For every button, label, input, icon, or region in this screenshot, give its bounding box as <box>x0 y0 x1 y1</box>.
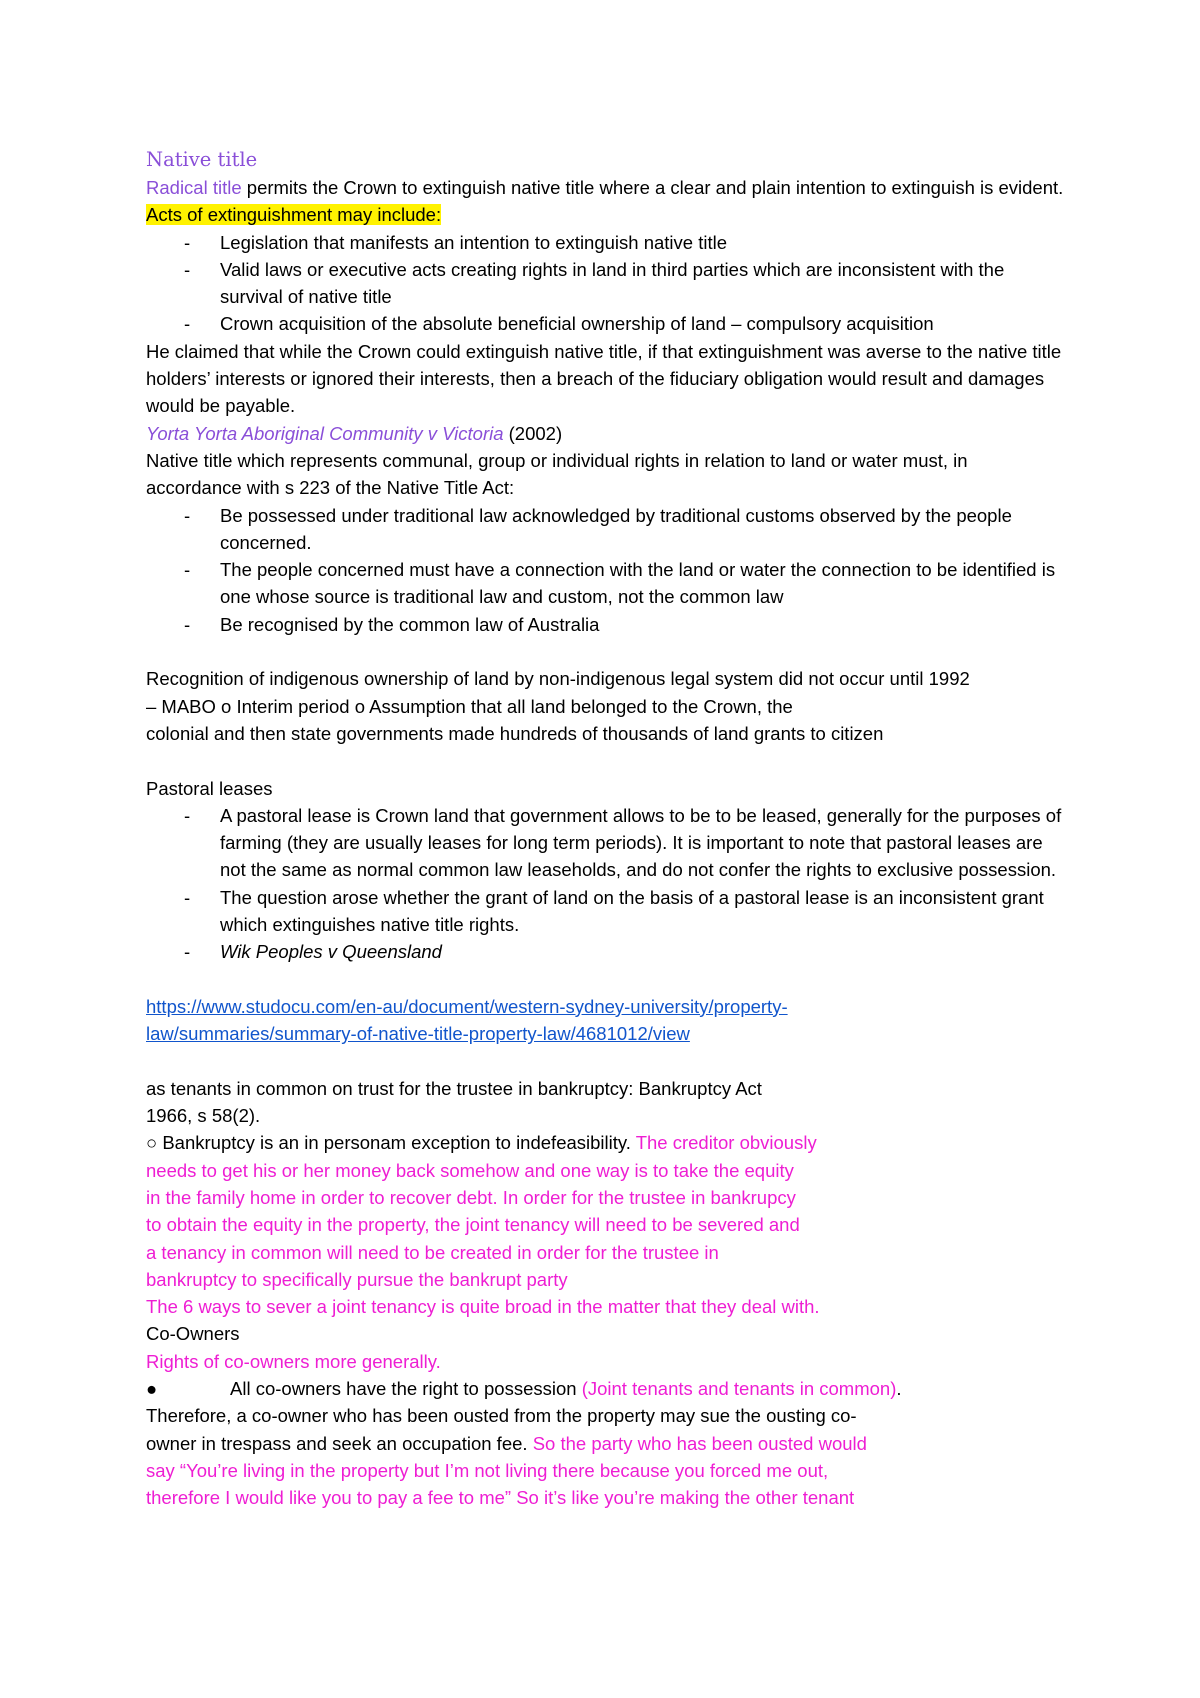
paragraph-ousted-line-1: Therefore, a co-owner who has been ousted from the property may sue the ousting co- <box>146 1405 857 1427</box>
heading-native-title: Native title <box>146 148 258 171</box>
dash-marker: - <box>184 504 191 526</box>
list-item <box>146 802 1066 884</box>
paragraph-recognition-line-1: Recognition of indigenous ownership of land by non-indigenous legal system did not occur until 1992 <box>146 668 970 690</box>
annotation-line: in the family home in order to recover debt. In order for the trustee in bankrupcy <box>146 1186 796 1208</box>
dash-marker: - <box>184 886 191 908</box>
document-body <box>146 146 1066 1512</box>
bullet-item-possession <box>146 1375 1066 1402</box>
dash-marker: - <box>184 231 191 253</box>
annotation-line: therefore I would like you to pay a fee to me” So it’s like you’re making the other tenant <box>146 1487 855 1509</box>
annotation-line: say “You’re living in the property but I’m not living there because you forced me out, <box>146 1459 829 1481</box>
dash-marker: - <box>184 313 191 335</box>
list-item-text: All co-owners have the right to possession <box>230 1378 582 1400</box>
dash-marker: - <box>184 258 191 280</box>
list-item <box>146 310 1066 337</box>
annotation-text: (Joint tenants and tenants in common) <box>581 1378 897 1400</box>
blank-line <box>146 638 1066 665</box>
heading-pastoral-leases: Pastoral leases <box>146 777 273 799</box>
case-year: (2002) <box>503 422 563 444</box>
filled-circle-marker: ● <box>146 1378 158 1400</box>
list-item <box>146 938 1066 965</box>
annotation-line: to obtain the equity in the property, the joint tenancy will need to be severed and <box>146 1214 800 1236</box>
circle-marker: ○ <box>146 1132 158 1154</box>
annotation-line: The 6 ways to sever a joint tenancy is quite broad in the matter that they deal with. <box>146 1296 820 1318</box>
dash-marker: - <box>184 804 191 826</box>
list-item-text: Legislation that manifests an intention to extinguish native title <box>220 231 728 253</box>
list-item <box>146 256 1066 311</box>
case-citation-yorta-yorta <box>146 420 1066 447</box>
paragraph-radical-title <box>146 174 1066 229</box>
annotation-line: bankruptcy to specifically pursue the bankrupt party <box>146 1268 568 1290</box>
paragraph-native-title-act: Native title which represents communal, group or individual rights in relation to land or water must, in accordance with s 223 of the Native Title Act: <box>146 449 968 499</box>
list-item-text: The question arose whether the grant of land on the basis of a pastoral lease is an inconsistent grant which extinguishes native title rights. <box>220 886 1044 936</box>
highlighted-text: Acts of extinguishment may include: <box>146 204 442 226</box>
list-item <box>146 229 1066 256</box>
paragraph-fiduciary: He claimed that while the Crown could extinguish native title, if that extinguishment was averse to the native title holders’ interests or ignored their interests, then a breach of the fiduciary obligation would result and damages would be payable. <box>146 340 1062 417</box>
list-item <box>146 556 1066 611</box>
paragraph-in-personam <box>146 1129 1066 1156</box>
dash-marker: - <box>184 941 191 963</box>
paragraph-recognition-line-2: – MABO o Interim period o Assumption that all land belonged to the Crown, the <box>146 695 793 717</box>
list-item-end: . <box>896 1378 902 1400</box>
blank-line <box>146 966 1066 993</box>
blank-line <box>146 747 1066 774</box>
list-item-text: Valid laws or executive acts creating rights in land in third parties which are inconsistent with the survival of native title <box>220 258 1005 308</box>
studocu-link[interactable]: https://www.studocu.com/en-au/document/western-sydney-university/property- <box>146 995 788 1017</box>
list-item <box>146 611 1066 638</box>
dash-marker: - <box>184 559 191 581</box>
paragraph-ousted-line-2 <box>146 1430 1066 1457</box>
term-radical-title: Radical title <box>146 177 242 198</box>
list-item <box>146 502 1066 557</box>
paragraph-text: owner in trespass and seek an occupation fee. <box>146 1432 533 1454</box>
paragraph-text: Bankruptcy is an in personam exception to indefeasibility. <box>157 1132 636 1154</box>
annotation-line: a tenancy in common will need to be created in order for the trustee in <box>146 1241 719 1263</box>
list-item-text: The people concerned must have a connection with the land or water the connection to be identified is one whose source is traditional law and custom, not the common law <box>220 559 1056 608</box>
list-item <box>146 884 1066 939</box>
subheading-rights-of-co-owners: Rights of co-owners more generally. <box>146 1350 441 1372</box>
list-item-text: Be possessed under traditional law acknowledged by traditional customs observed by the people concerned. <box>220 504 1012 553</box>
blank-line <box>146 1048 1066 1075</box>
dash-marker: - <box>184 613 191 635</box>
paragraph-bankruptcy-act-line-2: 1966, s 58(2). <box>146 1105 261 1127</box>
annotation-text: So the party who has been ousted would <box>532 1432 867 1454</box>
studocu-link-continued[interactable]: law/summaries/summary-of-native-title-property-law/4681012/view <box>146 1023 690 1045</box>
case-name: Yorta Yorta Aboriginal Community v Victoria <box>146 422 504 444</box>
hyperlink-line-1[interactable] <box>146 993 1066 1020</box>
heading-co-owners: Co-Owners <box>146 1323 240 1345</box>
paragraph-bankruptcy-act-line-1: as tenants in common on trust for the trustee in bankruptcy: Bankruptcy Act <box>146 1077 762 1099</box>
annotation-line: needs to get his or her money back somehow and one way is to take the equity <box>146 1159 794 1181</box>
case-name-wik: Wik Peoples v Queensland <box>220 941 442 963</box>
hyperlink-line-2[interactable] <box>146 1020 1066 1047</box>
list-item-text: Crown acquisition of the absolute beneficial ownership of land – compulsory acquisition <box>220 313 934 335</box>
list-item-text: Be recognised by the common law of Australia <box>220 613 600 635</box>
paragraph-text: permits the Crown to extinguish native title where a clear and plain intention to extinguish is evident. <box>241 177 1064 198</box>
annotation-text: The creditor obviously <box>635 1132 817 1154</box>
list-item-text: A pastoral lease is Crown land that government allows to be to be leased, generally for the purposes of farming (they are usually leases for long term periods). It is important to note that pastoral leases are not the same as normal common law leaseholds, and do not confer the rights to exclusive possession. <box>220 804 1062 881</box>
paragraph-recognition-line-3: colonial and then state governments made hundreds of thousands of land grants to citizen <box>146 722 884 744</box>
